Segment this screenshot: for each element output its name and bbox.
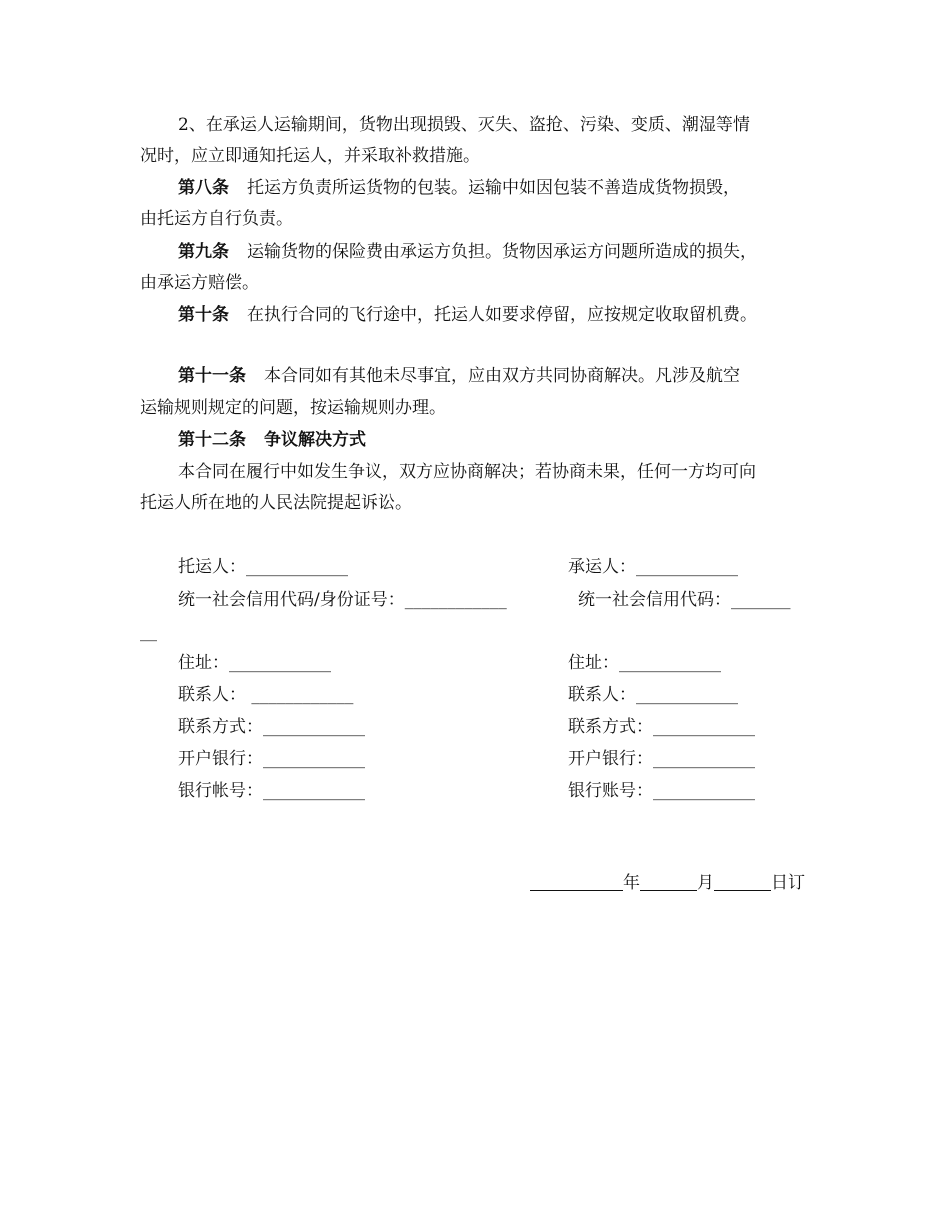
clause12-line1: 本合同在履行中如发生争议，双方应协商解决；若协商未果，任何一方均可向 <box>178 462 756 482</box>
clause12-title: 争议解决方式 <box>264 430 366 450</box>
shipper-contact-field: 联系人： ____________ <box>178 685 354 705</box>
clause8-line2: 由托运方自行负责。 <box>140 209 293 229</box>
clause11-heading: 第十一条 <box>178 366 246 386</box>
date-year-blank <box>530 873 623 891</box>
clause11-line2: 运输规则规定的问题，按运输规则办理。 <box>140 398 446 418</box>
shipper-account-field: 银行帐号：____________ <box>178 781 365 801</box>
carrier-credit-code-field: 统一社会信用代码：_______ <box>578 590 791 610</box>
carrier-credit-code-wrap: __ <box>140 622 157 642</box>
date-year-label: 年 <box>623 873 640 893</box>
date-line <box>530 872 805 894</box>
date-month-blank <box>640 873 697 891</box>
clause12-heading-line <box>178 429 366 451</box>
date-day-blank <box>714 873 771 891</box>
clause12-line2: 托运人所在地的人民法院提起诉讼。 <box>140 493 412 513</box>
carrier-contact-field: 联系人：____________ <box>568 685 738 705</box>
clause10-heading: 第十条 <box>178 305 229 325</box>
clause11-line1 <box>178 365 740 387</box>
clause9-text: 运输货物的保险费由承运方负担。货物因承运方问题所造成的损失， <box>247 242 757 262</box>
carrier-address-field: 住址：____________ <box>568 653 721 673</box>
clause7-item2-line1: 2、在承运人运输期间，货物出现损毁、灭失、盗抢、污染、变质、潮湿等情 <box>178 115 750 135</box>
clause12-heading: 第十二条 <box>178 430 246 450</box>
clause8-text: 托运方负责所运货物的包装。运输中如因包装不善造成货物损毁， <box>247 178 740 198</box>
shipper-field: 托运人：____________ <box>178 557 348 577</box>
date-day-label: 日订 <box>771 873 805 893</box>
carrier-field: 承运人：____________ <box>568 557 738 577</box>
shipper-credit-code-field: 统一社会信用代码/身份证号：____________ <box>178 590 507 610</box>
shipper-phone-field: 联系方式：____________ <box>178 717 365 737</box>
clause8-line1 <box>178 177 740 199</box>
date-month-label: 月 <box>697 873 714 893</box>
clause7-item2-line2: 况时，应立即通知托运人，并采取补救措施。 <box>140 146 480 166</box>
clause10-text: 在执行合同的飞行途中，托运人如要求停留，应按规定收取留机费。 <box>247 305 757 325</box>
clause9-line1 <box>178 241 757 263</box>
carrier-bank-field: 开户银行：____________ <box>568 749 755 769</box>
carrier-account-field: 银行账号：____________ <box>568 781 755 801</box>
clause8-heading: 第八条 <box>178 178 229 198</box>
clause9-line2: 由承运方赔偿。 <box>140 273 259 293</box>
carrier-phone-field: 联系方式：____________ <box>568 717 755 737</box>
clause9-heading: 第九条 <box>178 242 229 262</box>
clause10-line1 <box>178 304 757 326</box>
clause11-text: 本合同如有其他未尽事宜，应由双方共同协商解决。凡涉及航空 <box>264 366 740 386</box>
shipper-address-field: 住址：____________ <box>178 653 331 673</box>
shipper-bank-field: 开户银行：____________ <box>178 749 365 769</box>
